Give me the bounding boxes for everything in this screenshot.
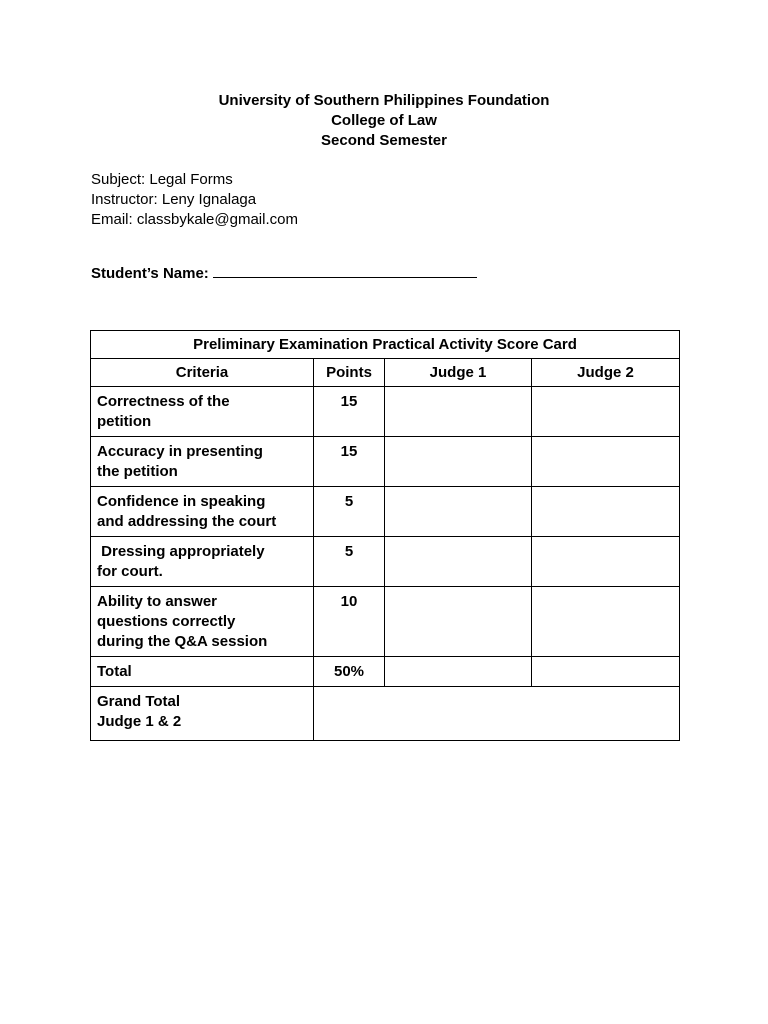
criteria-line: for court. [97, 563, 163, 580]
judge2-score-cell[interactable] [532, 487, 680, 537]
column-header-judge1: Judge 1 [385, 359, 532, 387]
points-cell: 15 [314, 437, 385, 487]
table-title-row [91, 331, 680, 359]
grand-total-line: Judge 1 & 2 [97, 713, 182, 730]
judge1-score-cell[interactable] [385, 537, 532, 587]
judge2-score-cell[interactable] [532, 587, 680, 657]
subject-line: Subject: Legal Forms [91, 171, 233, 188]
criteria-line: Confidence in speaking [97, 493, 266, 510]
table-row [91, 587, 680, 657]
judge2-score-cell[interactable] [532, 387, 680, 437]
column-header-criteria: Criteria [91, 359, 314, 387]
criteria-line: Ability to answer [97, 593, 218, 610]
grand-total-label [91, 687, 314, 741]
document-header [0, 91, 768, 151]
instructor-line: Instructor: Leny Ignalaga [91, 191, 257, 208]
criteria-line: Accuracy in presenting [97, 443, 263, 460]
email-line: Email: classbykale@gmail.com [91, 211, 298, 228]
grand-total-row [91, 687, 680, 741]
table-row [91, 537, 680, 587]
criteria-line: questions correctly [97, 613, 236, 630]
points-cell: 5 [314, 537, 385, 587]
university-name: University of Southern Philippines Foundation [218, 92, 550, 109]
total-row [91, 657, 680, 687]
criteria-line: Dressing appropriately [97, 543, 265, 560]
college-name: College of Law [331, 112, 437, 129]
judge1-score-cell[interactable] [385, 387, 532, 437]
criteria-line: the petition [97, 463, 178, 480]
table-row [91, 437, 680, 487]
column-header-judge2: Judge 2 [532, 359, 680, 387]
student-name-label: Student’s Name: [91, 265, 209, 282]
judge2-total-cell[interactable] [532, 657, 680, 687]
table-row [91, 387, 680, 437]
criteria-line: during the Q&A session [97, 633, 268, 650]
column-header-points: Points [314, 359, 385, 387]
criteria-line: Correctness of the [97, 393, 230, 410]
course-info [91, 170, 298, 230]
criteria-cell [91, 437, 314, 487]
criteria-line: and addressing the court [97, 513, 277, 530]
judge1-score-cell[interactable] [385, 587, 532, 657]
grand-total-value-cell[interactable] [314, 687, 680, 741]
student-name-field [91, 261, 477, 284]
criteria-line: petition [97, 413, 152, 430]
judge2-score-cell[interactable] [532, 437, 680, 487]
judge2-score-cell[interactable] [532, 537, 680, 587]
points-cell: 15 [314, 387, 385, 437]
student-name-blank[interactable] [213, 261, 477, 278]
criteria-cell [91, 537, 314, 587]
judge1-score-cell[interactable] [385, 487, 532, 537]
grand-total-line: Grand Total [97, 693, 181, 710]
score-card-title: Preliminary Examination Practical Activity Score Card [91, 331, 680, 359]
semester: Second Semester [321, 132, 447, 149]
criteria-cell [91, 587, 314, 657]
total-label: Total [91, 657, 314, 687]
total-points: 50% [314, 657, 385, 687]
table-row [91, 487, 680, 537]
criteria-cell [91, 387, 314, 437]
score-card-table [90, 330, 680, 741]
judge1-score-cell[interactable] [385, 437, 532, 487]
table-header-row [91, 359, 680, 387]
points-cell: 10 [314, 587, 385, 657]
criteria-cell [91, 487, 314, 537]
points-cell: 5 [314, 487, 385, 537]
judge1-total-cell[interactable] [385, 657, 532, 687]
